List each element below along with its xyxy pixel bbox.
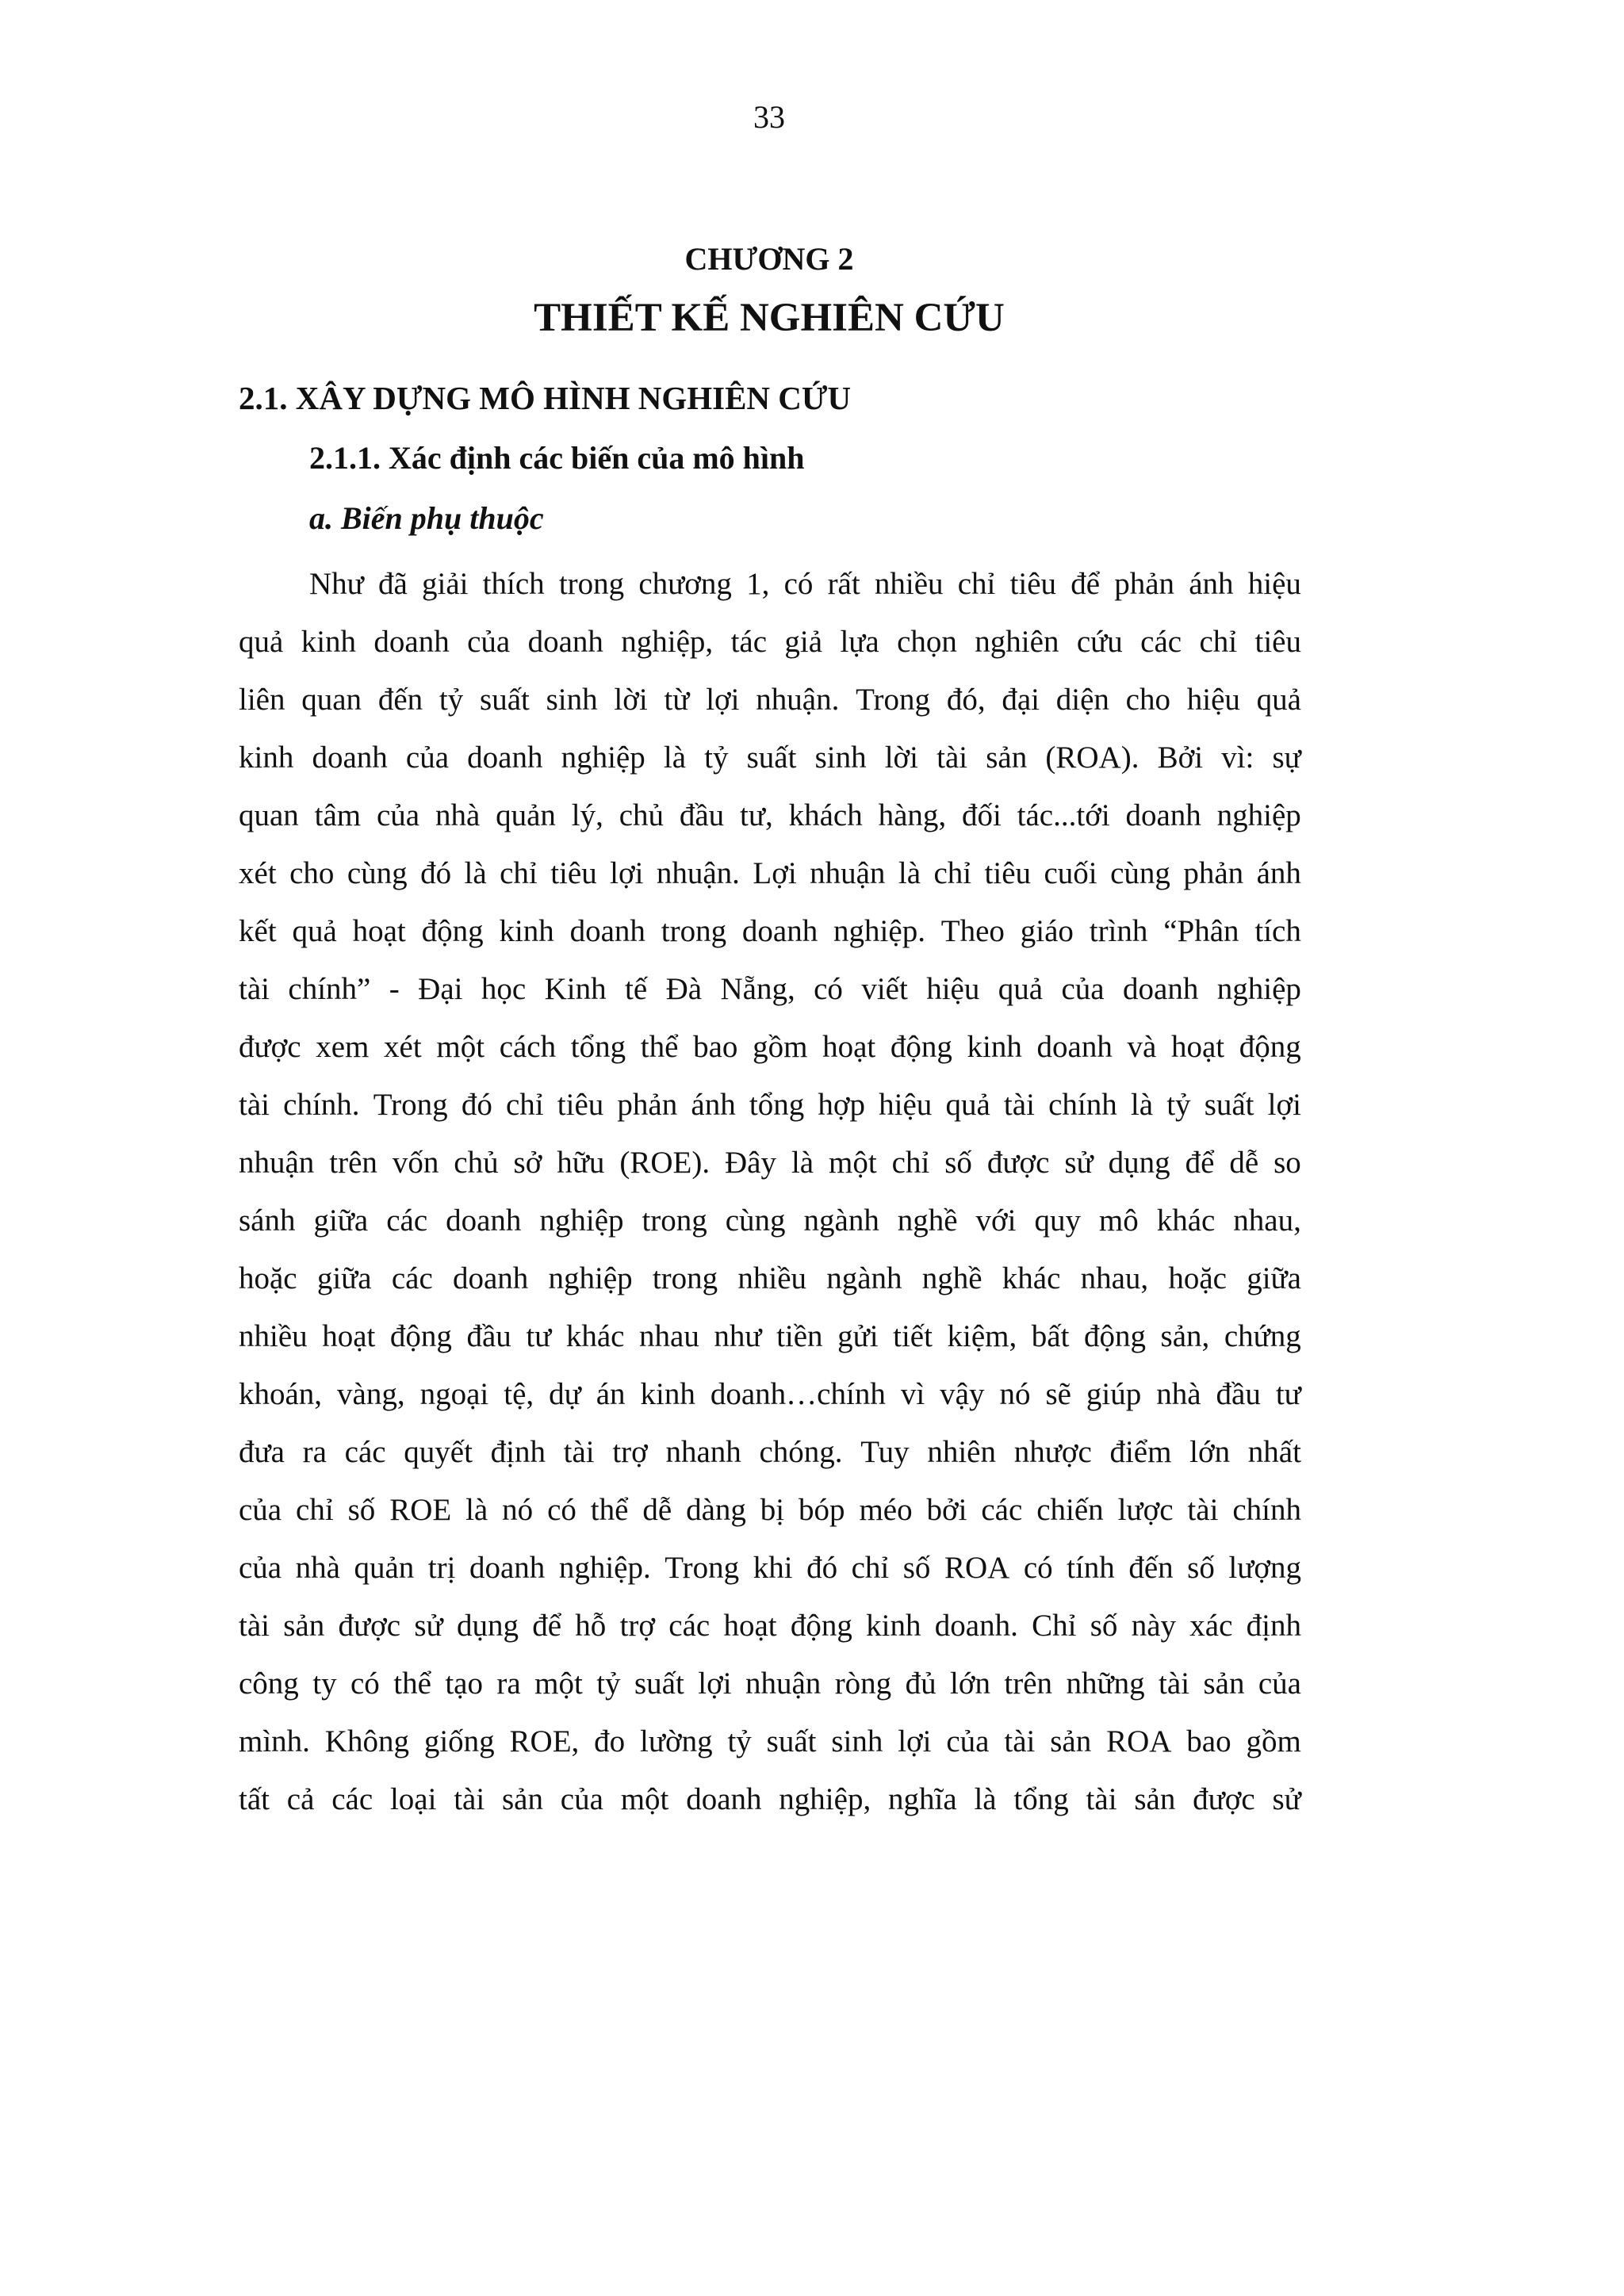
paragraph-line: Như đã giải thích trong chương 1, có rất nhiều chỉ tiêu để phản ánh hiệu [309, 567, 1301, 601]
paragraph-line: quả kinh doanh của doanh nghiệp, tác giả lựa chọn nghiên cứu các chỉ tiêu [239, 625, 1301, 659]
paragraph-line: xét cho cùng đó là chỉ tiêu lợi nhuận. Lợi nhuận là chỉ tiêu cuối cùng phản ánh [239, 856, 1301, 890]
paragraph-line: nhiều hoạt động đầu tư khác nhau như tiền gửi tiết kiệm, bất động sản, chứng [239, 1319, 1301, 1353]
paragraph-line: của nhà quản trị doanh nghiệp. Trong khi đó chỉ số ROA có tính đến số lượng [239, 1551, 1301, 1585]
paragraph-line: của chỉ số ROE là nó có thể dễ dàng bị bóp méo bởi các chiến lược tài chính [239, 1493, 1301, 1527]
paragraph-line: khoán, vàng, ngoại tệ, dự án kinh doanh…chính vì vậy nó sẽ giúp nhà đầu tư [239, 1377, 1301, 1411]
chapter-title: THIẾT KẾ NGHIÊN CỨU [534, 296, 1005, 340]
paragraph-line: đưa ra các quyết định tài trợ nhanh chóng. Tuy nhiên nhược điểm lớn nhất [239, 1435, 1301, 1469]
paragraph-line: sánh giữa các doanh nghiệp trong cùng ngành nghề với quy mô khác nhau, [239, 1203, 1301, 1238]
paragraph-line: liên quan đến tỷ suất sinh lời từ lợi nhuận. Trong đó, đại diện cho hiệu quả [239, 683, 1301, 717]
body-paragraph [239, 555, 1301, 1828]
paragraph-line: tài sản được sử dụng để hỗ trợ các hoạt động kinh doanh. Chỉ số này xác định [239, 1609, 1301, 1643]
chapter-label: CHƯƠNG 2 [684, 241, 854, 277]
paragraph-line: kết quả hoạt động kinh doanh trong doanh nghiệp. Theo giáo trình “Phân tích [239, 914, 1301, 948]
paragraph-line: được xem xét một cách tổng thể bao gồm hoạt động kinh doanh và hoạt động [239, 1030, 1301, 1064]
paragraph-line: mình. Không giống ROE, đo lường tỷ suất sinh lợi của tài sản ROA bao gồm [239, 1724, 1301, 1758]
paragraph-line: tài chính. Trong đó chỉ tiêu phản ánh tổng hợp hiệu quả tài chính là tỷ suất lợi [239, 1088, 1301, 1122]
page-number: 33 [753, 99, 785, 135]
paragraph-line: hoặc giữa các doanh nghiệp trong nhiều ngành nghề khác nhau, hoặc giữa [239, 1261, 1301, 1295]
subsection-heading: 2.1.1. Xác định các biến của mô hình [309, 440, 805, 476]
paragraph-line: công ty có thể tạo ra một tỷ suất lợi nhuận ròng đủ lớn trên những tài sản của [239, 1667, 1301, 1701]
paragraph-line: tài chính” - Đại học Kinh tế Đà Nẵng, có viết hiệu quả của doanh nghiệp [239, 972, 1301, 1006]
paragraph-line: tất cả các loại tài sản của một doanh nghiệp, nghĩa là tổng tài sản được sử [239, 1782, 1301, 1816]
paragraph-line: kinh doanh của doanh nghiệp là tỷ suất sinh lời tài sản (ROA). Bởi vì: sự [239, 740, 1301, 775]
paragraph-line: quan tâm của nhà quản lý, chủ đầu tư, khách hàng, đối tác...tới doanh nghiệp [239, 798, 1301, 832]
section-heading: 2.1. XÂY DỰNG MÔ HÌNH NGHIÊN CỨU [239, 380, 852, 416]
subsubsection-heading: a. Biến phụ thuộc [309, 500, 544, 536]
paragraph-line: nhuận trên vốn chủ sở hữu (ROE). Đây là một chỉ số được sử dụng để dễ so [239, 1146, 1301, 1180]
